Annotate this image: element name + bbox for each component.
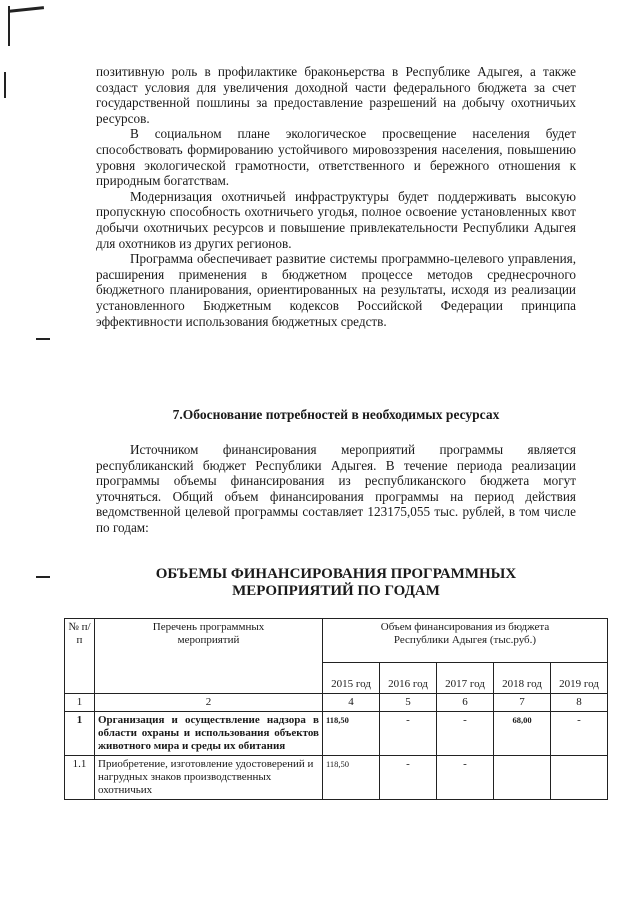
funding-paragraph-block bbox=[96, 442, 576, 536]
table-row bbox=[65, 712, 608, 756]
index-cell: 1 bbox=[65, 694, 95, 712]
year-cell: 2019 год bbox=[551, 663, 608, 694]
body-paragraphs bbox=[96, 64, 576, 329]
index-cell: 7 bbox=[494, 694, 551, 712]
table-index-row bbox=[65, 694, 608, 712]
scan-edge-mark bbox=[4, 72, 6, 98]
row-value: - bbox=[437, 756, 494, 800]
year-cell: 2016 год bbox=[380, 663, 437, 694]
index-cell: 5 bbox=[380, 694, 437, 712]
paragraph: Программа обеспечивает развитие системы программно-целевого управления, расширения применения в бюджетном процессе методов среднесрочного бюджетного планирования, ориентированных на результаты, исходя из реализации установленного Бюджетным кодексов Российской Федерации принципа эффективности использования бюджетных средств. bbox=[96, 251, 576, 329]
row-value: 68,00 bbox=[494, 712, 551, 756]
row-value: 118,50 bbox=[323, 756, 380, 800]
row-num: 1.1 bbox=[65, 756, 95, 800]
year-cell: 2018 год bbox=[494, 663, 551, 694]
paragraph: позитивную роль в профилактике браконьерства в Республике Адыгея, а также создаст условия для увеличения доходной части федерального бюджета за счет государственной пошлины за предоставление разрешений на добычу охотничьих ресурсов. bbox=[96, 64, 576, 126]
scan-edge-mark bbox=[8, 6, 44, 13]
row-value: - bbox=[551, 712, 608, 756]
row-num: 1 bbox=[65, 712, 95, 756]
table-row bbox=[65, 756, 608, 800]
paragraph: Модернизация охотничьей инфраструктуры будет поддерживать высокую пропускную способность охотничьего угодья, полное освоение установленных квот добычи охотничьих ресурсов и повышение привлекательности Республики Адыгея для охотников из других регионов. bbox=[96, 188, 576, 251]
section-title: 7.Обоснование потребностей в необходимых ресурсах bbox=[172, 407, 500, 422]
index-cell: 6 bbox=[437, 694, 494, 712]
header-funding: Объем финансирования из бюджета Республики Адыгея (тыс.руб.) bbox=[323, 619, 608, 663]
row-value: - bbox=[437, 712, 494, 756]
row-name: Организация и осуществление надзора в области охраны и использования объектов животного мира и среды их обитания bbox=[95, 712, 323, 756]
row-value bbox=[494, 756, 551, 800]
row-value: - bbox=[380, 756, 437, 800]
year-cell: 2017 год bbox=[437, 663, 494, 694]
row-name: Приобретение, изготовление удостоверений и нагрудных знаков производственных охотничьих bbox=[95, 756, 323, 800]
funding-table bbox=[64, 618, 608, 800]
index-cell: 2 bbox=[95, 694, 323, 712]
row-value: 118,50 bbox=[323, 712, 380, 756]
scan-edge-mark bbox=[36, 338, 50, 340]
year-cell: 2015 год bbox=[323, 663, 380, 694]
paragraph: В социальном плане экологическое просвещение населения будет способствовать формированию устойчивого мировоззрения населения, повышению уровня экологической грамотности, ответственного и бережного отношения к природным богатствам. bbox=[96, 126, 576, 189]
row-value bbox=[551, 756, 608, 800]
scan-edge-mark bbox=[36, 576, 50, 578]
row-value: - bbox=[380, 712, 437, 756]
table-header-row bbox=[65, 619, 608, 663]
header-name: Перечень программных мероприятий bbox=[95, 619, 323, 694]
index-cell: 8 bbox=[551, 694, 608, 712]
table-title: ОБЪЕМЫ ФИНАНСИРОВАНИЯ ПРОГРАММНЫХ МЕРОПРИЯТИЙ ПО ГОДАМ bbox=[155, 566, 517, 599]
header-num: № п/п bbox=[65, 619, 95, 694]
scan-edge-mark bbox=[8, 6, 10, 46]
index-cell: 4 bbox=[323, 694, 380, 712]
funding-paragraph: Источником финансирования мероприятий программы является республиканский бюджет Республики Адыгея. В течение периода реализации программы объемы финансирования из республиканского бюджета могут уточняться. Общий объем финансирования программы на период действия ведомственной целевой программы составляет 123175,055 тыс. рублей, в том числе по годам: bbox=[96, 442, 576, 535]
